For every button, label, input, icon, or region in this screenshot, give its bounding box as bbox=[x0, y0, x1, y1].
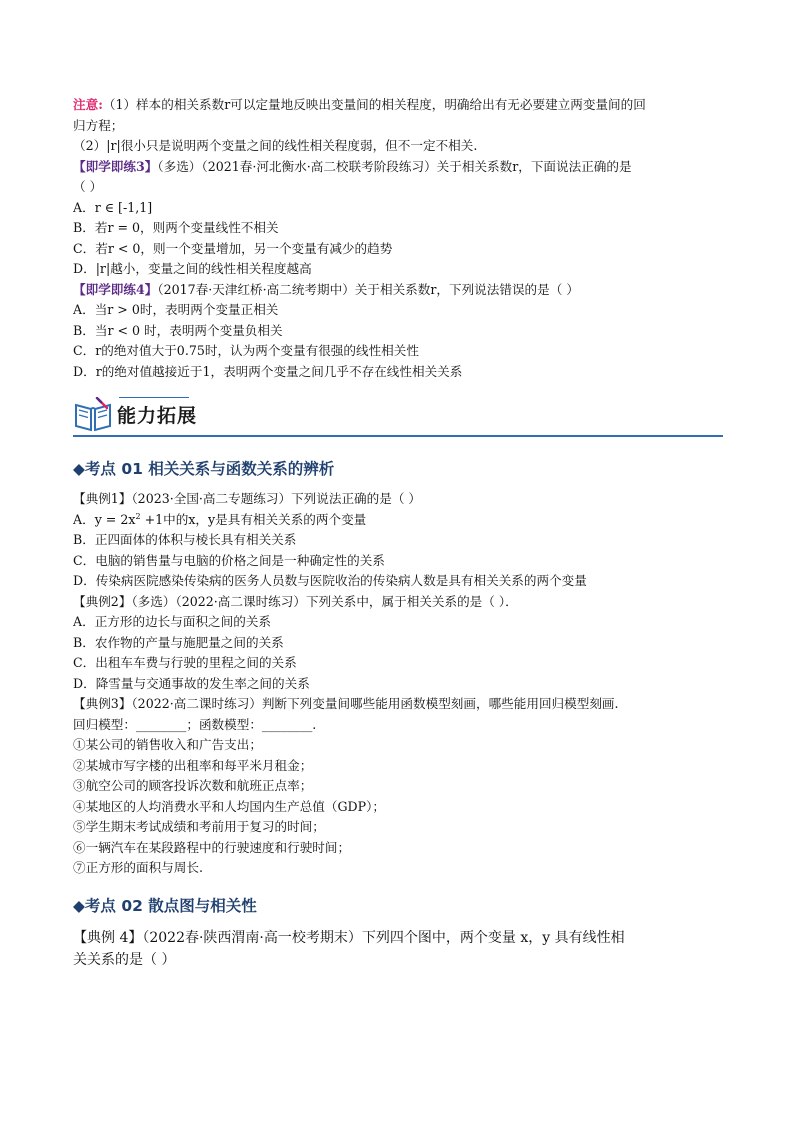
example-1-option-c: C．电脑的销售量与电脑的价格之间是一种确定性的关系 bbox=[73, 552, 385, 568]
example-1-option-a bbox=[73, 510, 723, 531]
header-bottom-rule bbox=[73, 435, 723, 437]
note-line-2: （2）|r|很小只是说明两个变量之间的线性相关程度弱，但不一定不相关. bbox=[73, 138, 478, 153]
exercise-4-option-b: B．当r < 0 时，表明两个变量负相关 bbox=[73, 322, 283, 338]
example-2-option-d: D．降雪量与交通事故的发生率之间的关系 bbox=[73, 675, 310, 691]
example-3-item-2: ②某城市写字楼的出租率和每平米月租金； bbox=[73, 757, 313, 773]
example-4-line-2: 关关系的是（ ） bbox=[73, 952, 176, 968]
example-3-item-3: ③航空公司的顾客投诉次数和航班正点率； bbox=[73, 778, 313, 793]
example-1-option-a-pre: A．y = 2x bbox=[73, 511, 136, 527]
exercise-4-option-d: D．r的绝对值越接近于1，表明两个变量之间几乎不存在线性相关关系 bbox=[73, 363, 463, 379]
example-2-stem: 【典例2】（多选）（2022·高二课时练习）下列关系中，属于相关关系的是（ ）． bbox=[73, 593, 518, 609]
example-2-option-b: B．农作物的产量与施肥量之间的关系 bbox=[73, 634, 284, 650]
notes-and-exercises bbox=[73, 95, 723, 382]
key-point-01-title: ◆考点 01 相关关系与函数关系的辨析 bbox=[73, 460, 335, 478]
example-1-option-b: B．正四面体的体积与棱长具有相关关系 bbox=[73, 532, 297, 547]
exponent: 2 bbox=[135, 511, 141, 521]
exercise-4-stem bbox=[73, 280, 723, 301]
example-3-item-6: ⑥一辆汽车在某段路程中的行驶速度和行驶时间； bbox=[73, 839, 351, 855]
example-2-option-c: C．出租车车费与行驶的里程之间的关系 bbox=[73, 655, 297, 670]
example-3-item-7: ⑦正方形的面积与周长. bbox=[73, 860, 203, 875]
exercise-4-option-a: A．当r > 0时，表明两个变量正相关 bbox=[73, 302, 279, 317]
example-3-blanks: 回归模型：________；函数模型：________. bbox=[73, 716, 317, 732]
note-line-1 bbox=[73, 95, 723, 116]
note-line-1b: 归方程； bbox=[73, 117, 124, 133]
exercise-3-option-a: A．r ∈ [-1,1] bbox=[73, 199, 153, 215]
key-point-01-content bbox=[73, 489, 723, 879]
header-top-rule bbox=[119, 397, 189, 398]
exercise-4-option-c: C．r的绝对值大于0.75时，认为两个变量有很强的线性相关性 bbox=[73, 343, 419, 358]
example-1-stem: 【典例1】（2023·全国·高二专题练习）下列说法正确的是（ ） bbox=[73, 491, 422, 506]
example-1-option-a-post: +1中的x，y是具有相关关系的两个变量 bbox=[140, 511, 367, 527]
exercise-3-text: （多选）（2021春·河北衡水·高二校联考阶段练习）关于相关系数r，下面说法正确的是 bbox=[157, 158, 632, 174]
exercise-3-stem bbox=[73, 157, 723, 178]
section-header bbox=[73, 393, 723, 437]
exercise-3-answer-paren: （ ） bbox=[73, 179, 103, 194]
book-icon bbox=[73, 397, 113, 433]
exercise-3-option-b: B．若r = 0，则两个变量线性不相关 bbox=[73, 220, 279, 235]
note-text-1: （1）样本的相关系数r可以定量地反映出变量间的相关程度，明确给出有无必要建立两变量间的回 bbox=[102, 97, 646, 112]
section-title: 能力拓展 bbox=[117, 405, 198, 427]
exercise-3-option-c: C．若r < 0，则一个变量增加，另一个变量有减少的趋势 bbox=[73, 240, 393, 256]
example-4-line-1: 【典例 4】（2022春·陕西渭南·高一校考期末）下列四个图中，两个变量 x，y 具有线性相 bbox=[73, 930, 625, 946]
example-3-item-1: ①某公司的销售收入和广告支出； bbox=[73, 737, 262, 752]
note-label: 注意: bbox=[73, 97, 103, 112]
exercise-3-option-d: D．|r|越小，变量之间的线性相关程度越高 bbox=[73, 261, 312, 276]
key-point-02-title: ◆考点 02 散点图与相关性 bbox=[73, 897, 257, 915]
key-point-02-content bbox=[73, 927, 723, 971]
example-3-item-4: ④某地区的人均消费水平和人均国内生产总值（GDP）； bbox=[73, 798, 385, 814]
example-3-stem: 【典例3】（2022·高二课时练习）判断下列变量间哪些能用函数模型刻画，哪些能用回归模型刻画. bbox=[73, 696, 619, 711]
example-2-option-a: A．正方形的边长与面积之间的关系 bbox=[73, 614, 272, 629]
example-1-option-d: D．传染病医院感染传染病的医务人员数与医院收治的传染病人数是具有相关关系的两个变量 bbox=[73, 573, 587, 588]
exercise-3-tag: 【即学即练3】 bbox=[73, 158, 158, 174]
exercise-4-text: （2017春·天津红桥·高二统考期中）关于相关系数r，下列说法错误的是（ ） bbox=[157, 281, 579, 297]
example-3-item-5: ⑤学生期末考试成绩和考前用于复习的时间； bbox=[73, 819, 325, 834]
exercise-4-tag: 【即学即练4】 bbox=[73, 281, 158, 297]
